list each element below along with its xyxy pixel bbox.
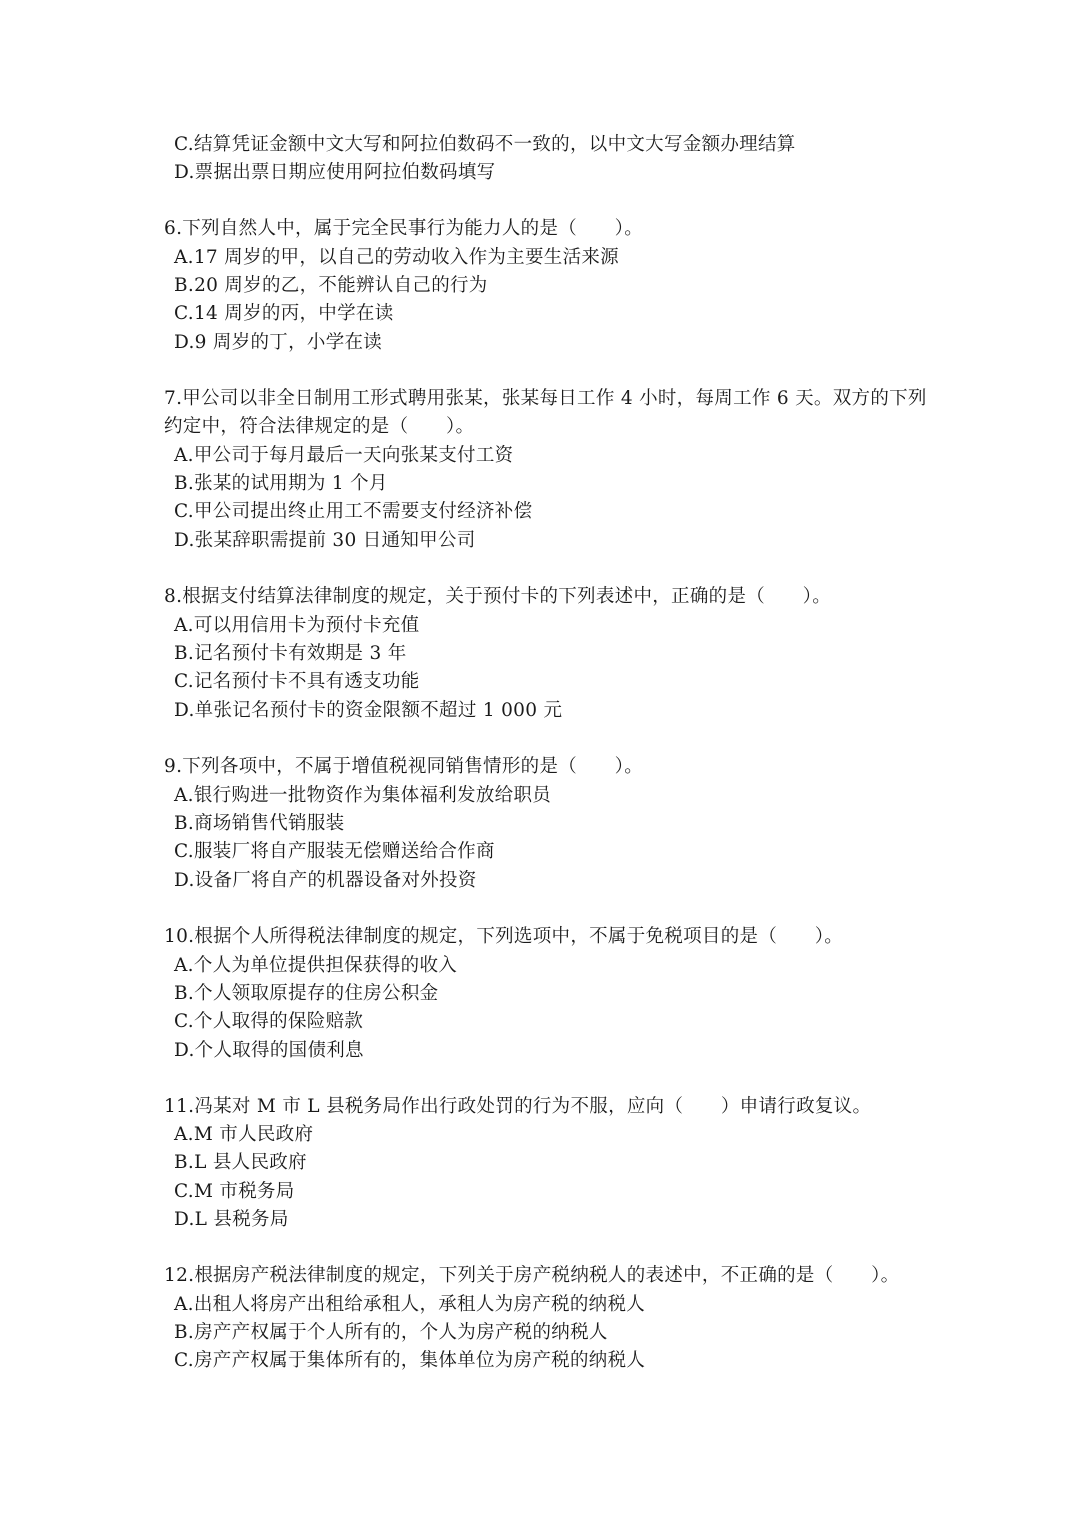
q5-option-c: C.结算凭证金额中文大写和阿拉伯数码不一致的，以中文大写金额办理结算: [174, 134, 796, 155]
q10-option-d: D.个人取得的国债利息: [174, 1040, 364, 1061]
q8-option-c: C.记名预付卡不具有透支功能: [174, 671, 420, 692]
q6-option-c: C.14 周岁的丙，中学在读: [174, 303, 394, 324]
q10-option-a: A.个人为单位提供担保获得的收入: [174, 955, 458, 976]
q7-option-d: D.张某辞职需提前 30 日通知甲公司: [174, 530, 476, 551]
q9-stem: 9.下列各项中，不属于增值税视同销售情形的是（ ）。: [164, 756, 644, 777]
q12-option-b: B.房产产权属于个人所有的，个人为房产税的纳税人: [174, 1322, 608, 1343]
q11-option-d: D.L 县税务局: [174, 1209, 289, 1230]
q6-stem: 6.下列自然人中，属于完全民事行为能力人的是（ ）。: [164, 218, 644, 239]
q7-option-b: B.张某的试用期为 1 个月: [174, 473, 388, 494]
q7-option-a: A.甲公司于每月最后一天向张某支付工资: [174, 445, 514, 466]
q7-option-c: C.甲公司提出终止用工不需要支付经济补偿: [174, 501, 533, 522]
q10-stem: 10.根据个人所得税法律制度的规定，下列选项中，不属于免税项目的是（ ）。: [164, 926, 844, 947]
q5-option-d: D.票据出票日期应使用阿拉伯数码填写: [174, 162, 496, 183]
q8-option-d: D.单张记名预付卡的资金限额不超过 1 000 元: [174, 700, 563, 721]
q10-option-c: C.个人取得的保险赔款: [174, 1011, 364, 1032]
q12-option-c: C.房产产权属于集体所有的，集体单位为房产税的纳税人: [174, 1350, 646, 1371]
q9-option-a: A.银行购进一批物资作为集体福利发放给职员: [174, 785, 552, 806]
q6-option-d: D.9 周岁的丁，小学在读: [174, 332, 383, 353]
q7-stem-line-1: 7.甲公司以非全日制用工形式聘用张某，张某每日工作 4 小时，每周工作 6 天。双方的下列: [164, 388, 927, 409]
q11-option-b: B.L 县人民政府: [174, 1152, 307, 1173]
q6-option-a: A.17 周岁的甲，以自己的劳动收入作为主要生活来源: [174, 247, 619, 268]
q11-option-c: C.M 市税务局: [174, 1181, 295, 1202]
q12-option-a: A.出租人将房产出租给承租人，承租人为房产税的纳税人: [174, 1294, 646, 1315]
q8-option-a: A.可以用信用卡为预付卡充值: [174, 615, 420, 636]
q6-option-b: B.20 周岁的乙，不能辨认自己的行为: [174, 275, 488, 296]
q8-stem: 8.根据支付结算法律制度的规定，关于预付卡的下列表述中，正确的是（ ）。: [164, 586, 832, 607]
q9-option-b: B.商场销售代销服装: [174, 813, 345, 834]
q11-option-a: A.M 市人民政府: [174, 1124, 314, 1145]
q7-stem-line-2: 约定中，符合法律规定的是（ ）。: [164, 416, 475, 437]
q8-option-b: B.记名预付卡有效期是 3 年: [174, 643, 407, 664]
q10-option-b: B.个人领取原提存的住房公积金: [174, 983, 439, 1004]
q9-option-d: D.设备厂将自产的机器设备对外投资: [174, 870, 477, 891]
q9-option-c: C.服装厂将自产服装无偿赠送给合作商: [174, 841, 495, 862]
q11-stem: 11.冯某对 M 市 L 县税务局作出行政处罚的行为不服，应向（ ）申请行政复议。: [164, 1096, 872, 1117]
q12-stem: 12.根据房产税法律制度的规定，下列关于房产税纳税人的表述中，不正确的是（ ）。: [164, 1265, 900, 1286]
